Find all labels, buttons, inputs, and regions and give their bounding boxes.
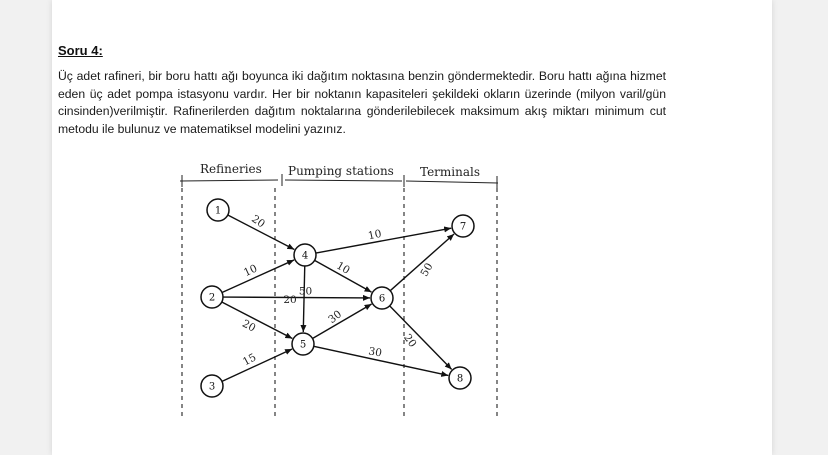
node-2 bbox=[201, 286, 223, 308]
node-8 bbox=[449, 367, 471, 389]
section-label-pumping: Pumping stations bbox=[288, 164, 394, 178]
arc-6-8 bbox=[390, 306, 452, 370]
node-label: 4 bbox=[301, 250, 309, 262]
node-label: 3 bbox=[208, 381, 216, 393]
node-1 bbox=[207, 199, 229, 221]
arc-capacity-5-8: 30 bbox=[367, 345, 383, 360]
node-label: 6 bbox=[378, 293, 386, 305]
node-label: 1 bbox=[214, 205, 222, 217]
arc-2-5 bbox=[222, 302, 293, 338]
node-5 bbox=[292, 333, 314, 355]
arc-capacity-3-5: 15 bbox=[240, 351, 259, 369]
network-diagram bbox=[120, 158, 510, 428]
arc-4-7 bbox=[316, 228, 451, 253]
arc-capacity-5-6: 30 bbox=[326, 308, 345, 327]
arc-2-4 bbox=[222, 260, 294, 293]
arc-capacity-6-7: 50 bbox=[418, 261, 436, 279]
arc-6-7 bbox=[390, 234, 454, 291]
arc-capacity-2-5: 20 bbox=[240, 317, 258, 335]
node-label: 5 bbox=[299, 339, 307, 351]
arc-capacity-6-8: 20 bbox=[401, 331, 419, 350]
arc-capacity-1-4: 20 bbox=[249, 212, 268, 231]
arc-3-5 bbox=[222, 349, 292, 381]
network-figure bbox=[120, 158, 510, 433]
node-4 bbox=[294, 244, 316, 266]
arc-capacity-4-6: 10 bbox=[334, 259, 352, 277]
node-3 bbox=[201, 375, 223, 397]
node-label: 2 bbox=[208, 292, 216, 304]
arc-5-6 bbox=[313, 304, 372, 338]
node-label: 8 bbox=[456, 373, 464, 385]
arc-4-5 bbox=[303, 266, 304, 332]
section-label-terminals: Terminals bbox=[420, 165, 481, 179]
question-text: Üç adet rafineri, bir boru hattı ağı boyunca iki dağıtım noktasına benzin göndermektedir. Boru hattı ağına hizmet eden üç adet pompa istasyonu vardır. Her bir noktanın kapasiteleri şekildeki okların üzerinde (milyon varil/gün cinsinden)verilmiştir. Rafinerilerden dağıtım noktalarına gönderilebilecek maksimum akış miktarı minimum cut metodu ile bulunuz ve matematiksel modelini yazınız. bbox=[58, 69, 666, 136]
arc-capacity-4-7: 10 bbox=[367, 227, 383, 243]
arc-capacity-2-4: 10 bbox=[241, 262, 260, 280]
node-7 bbox=[452, 215, 474, 237]
node-label: 7 bbox=[459, 221, 467, 233]
node-6 bbox=[371, 287, 393, 309]
arc-capacity-2-6: 50 bbox=[298, 285, 313, 298]
question-title: Soru 4: bbox=[58, 43, 103, 58]
section-label-refineries: Refineries bbox=[200, 162, 262, 176]
arc-capacity-4-5: 20 bbox=[283, 294, 297, 307]
